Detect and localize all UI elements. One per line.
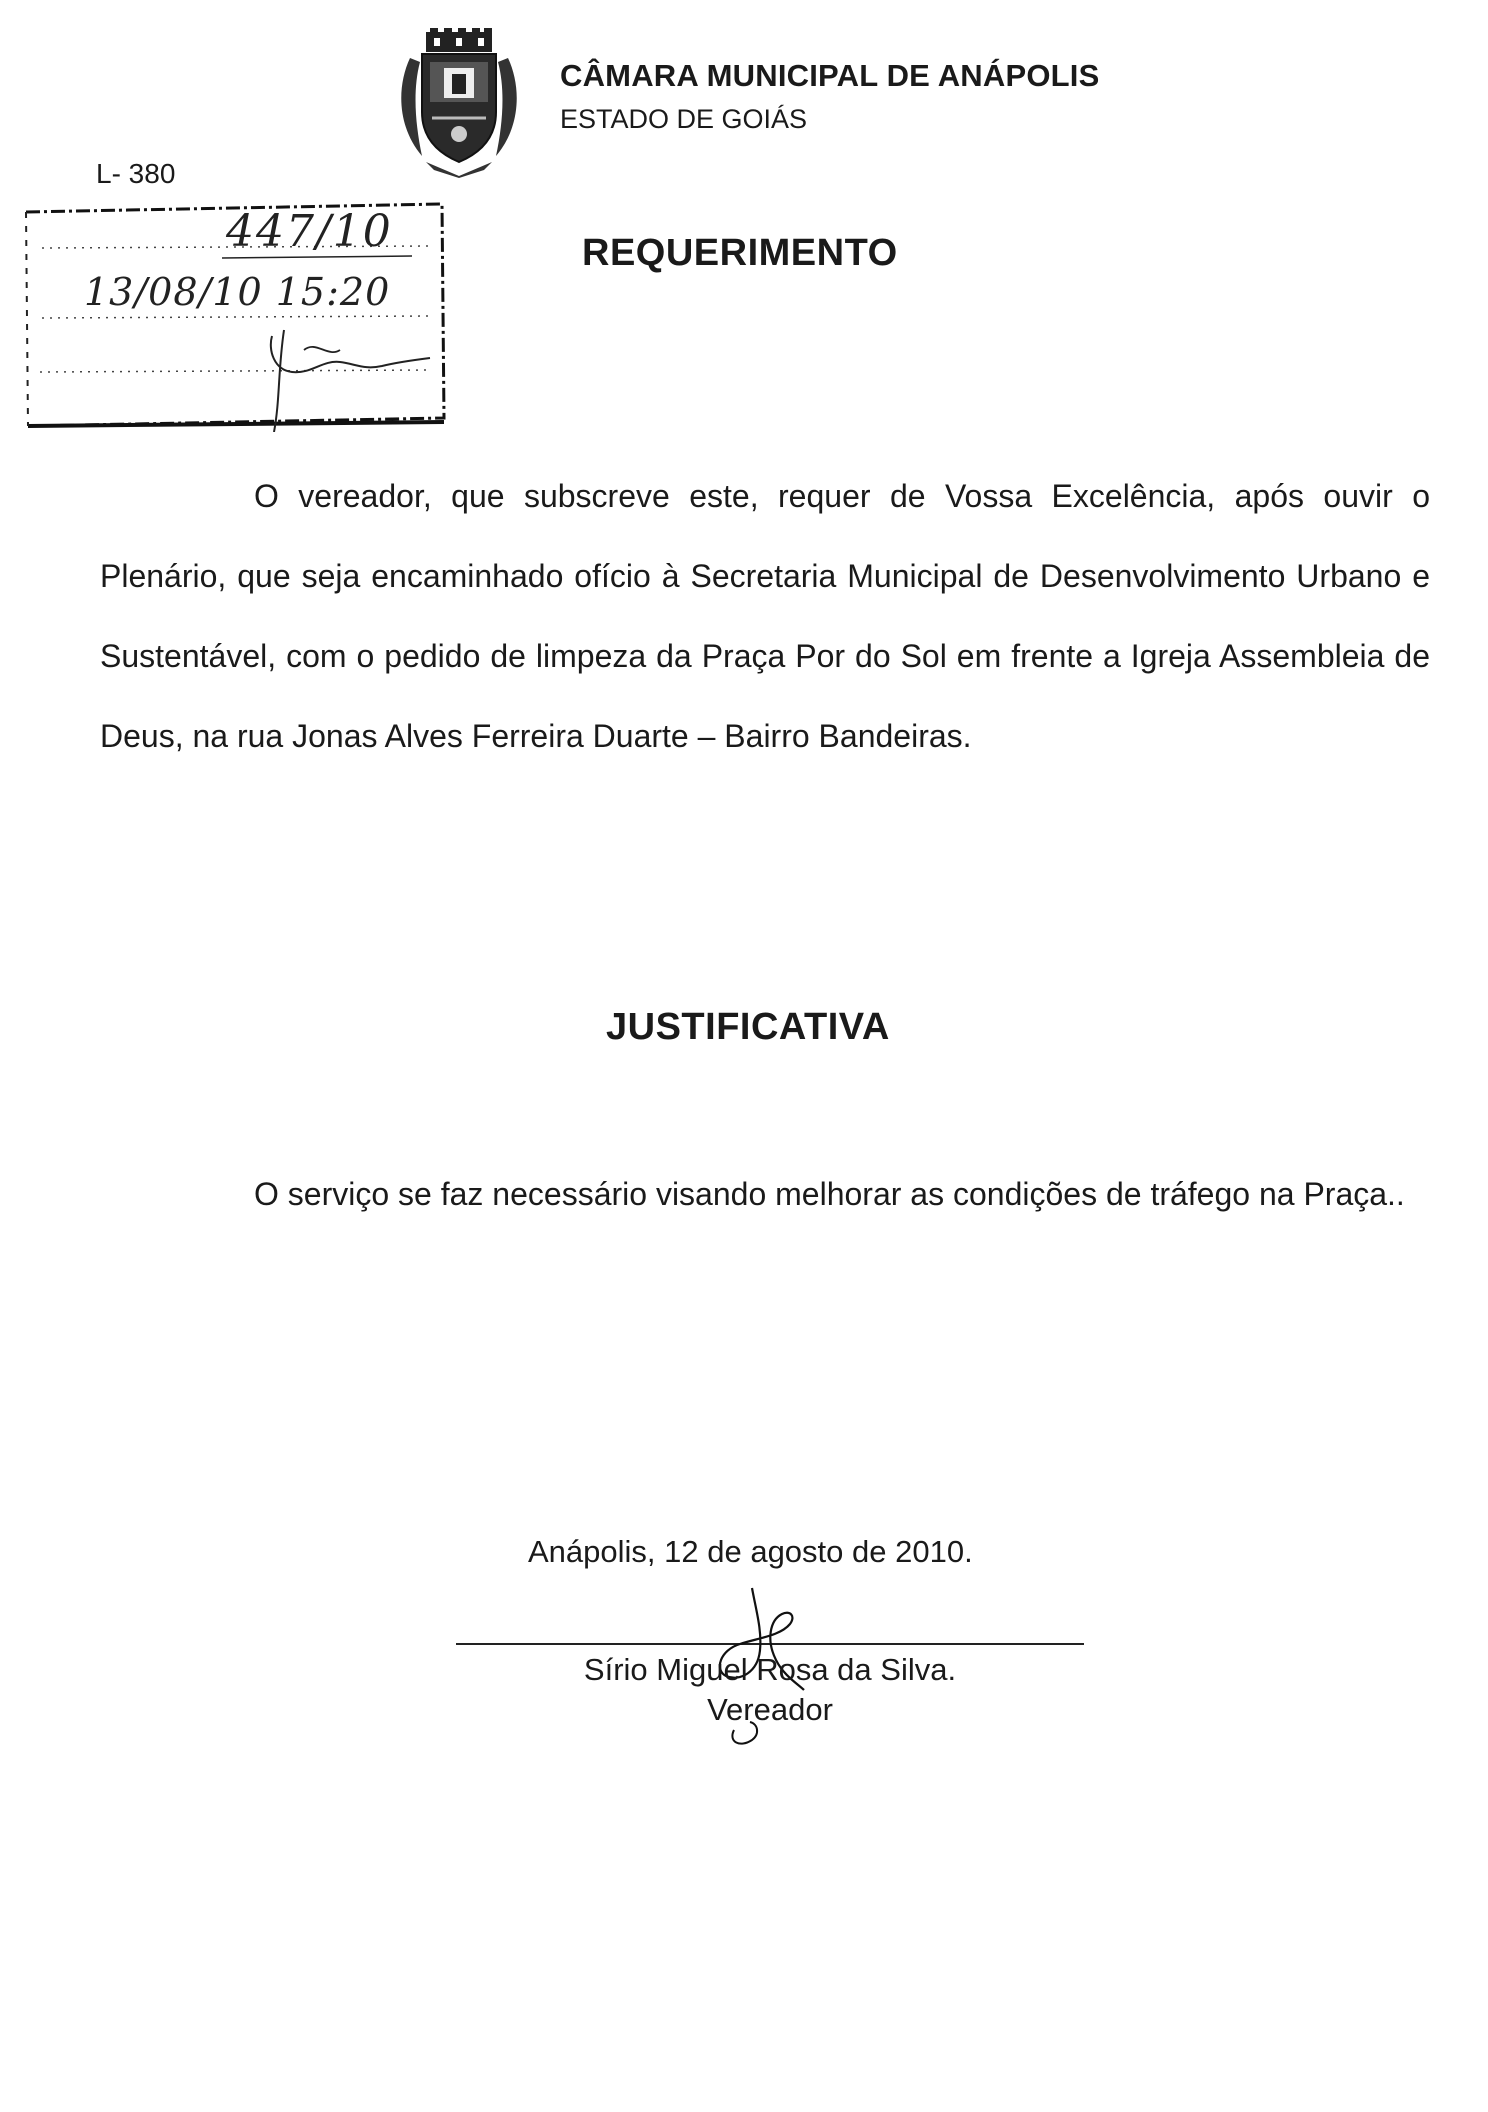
justification-text: O serviço se faz necessário visando melhorar as condições de tráfego na Praça.. [254, 1176, 1405, 1212]
request-title: REQUERIMENTO [582, 232, 898, 274]
signer-role: Vereador [707, 1692, 833, 1727]
request-text: O vereador, que subscreve este, requer de Vossa Excelência, após ouvir o Plenário, que seja encaminhado ofício à Secretaria Municipal de Desenvolvimento Urbano e Sustentável, com o pedido de limpeza da Praça Por do Sol em frente a Igreja Assembleia de Deus, na rua Jonas Alves Ferreira Duarte – Bairro Bandeiras. [100, 478, 1430, 754]
coat-of-arms-icon [392, 28, 526, 178]
organization-state: ESTADO DE GOIÁS [560, 104, 808, 134]
stamp-protocol-date: 13/08/10 15:20 [84, 270, 391, 314]
signer-name: Sírio Miguel Rosa da Silva. [583, 1652, 957, 1687]
stamp-protocol-number: 447/10 [226, 206, 393, 257]
justification-title: JUSTIFICATIVA [606, 1006, 890, 1048]
reference-code: L- 380 [96, 158, 176, 189]
organization-name: CÂMARA MUNICIPAL DE ANÁPOLIS [560, 58, 1100, 93]
place-and-date: Anápolis, 12 de agosto de 2010. [528, 1534, 973, 1569]
